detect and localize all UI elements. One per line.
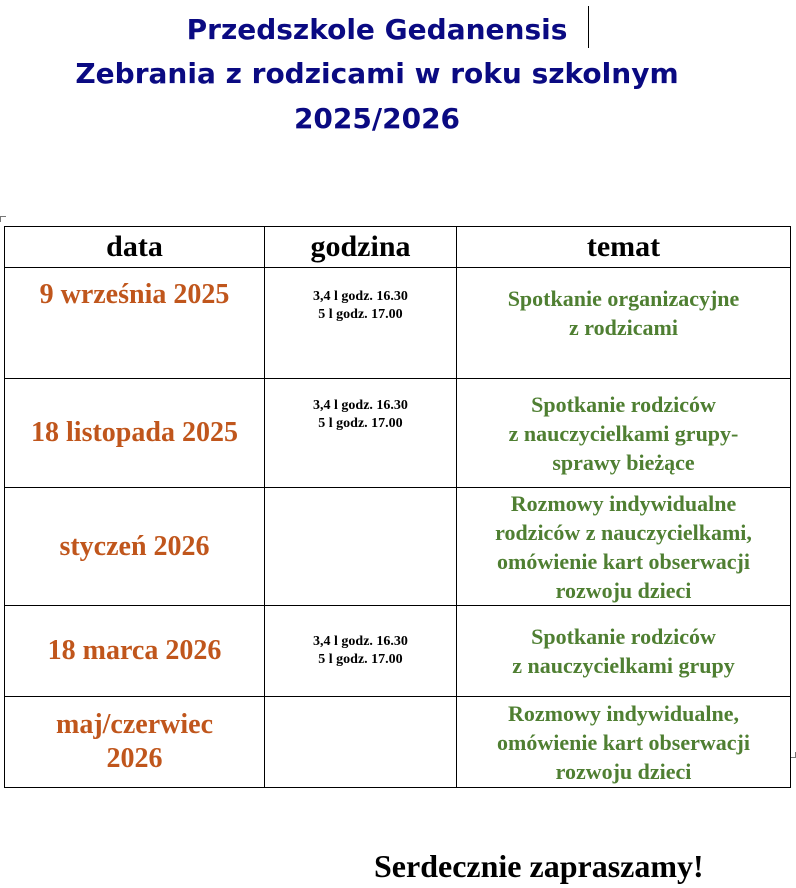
meeting-topic-line: Spotkanie organizacyjne <box>507 286 740 311</box>
meeting-time-line: 3,4 l godz. 16.30 <box>313 289 408 304</box>
meeting-topic-line: Spotkanie rodziców <box>531 391 716 417</box>
title-school-year: 2025/2026 <box>293 102 461 135</box>
meeting-topic-line: rodziców z nauczycielkami, <box>495 519 752 545</box>
meeting-topic <box>457 606 791 697</box>
meeting-time-line: 5 l godz. 17.00 <box>318 652 403 667</box>
meeting-time-line: 3,4 l godz. 16.30 <box>313 398 408 413</box>
table-corner-marker <box>0 216 6 222</box>
meeting-date-line: 18 listopada 2025 <box>31 417 238 448</box>
title-kindergarten-name: Przedszkole Gedanensis <box>186 13 568 46</box>
meeting-topic-line: z nauczycielkami grupy <box>512 653 735 678</box>
meeting-topic <box>457 488 791 606</box>
meeting-topic <box>457 697 791 788</box>
meeting-topic-line: omówienie kart obserwacji <box>497 729 750 755</box>
table-row <box>5 379 791 488</box>
meeting-date-line: styczeń 2026 <box>59 530 210 562</box>
meeting-topic-line: Spotkanie rodziców <box>531 624 716 649</box>
meeting-topic-line: Rozmowy indywidualne <box>510 490 737 516</box>
meeting-topic <box>457 379 791 488</box>
meeting-date-line: 18 marca 2026 <box>47 635 222 666</box>
table-row <box>5 268 791 379</box>
meeting-date <box>5 268 265 379</box>
column-header-time: godzina <box>265 227 457 268</box>
meeting-time-line: 5 l godz. 17.00 <box>318 416 403 431</box>
table-header-row <box>5 227 791 268</box>
table-row <box>5 606 791 697</box>
text-cursor <box>588 6 589 48</box>
meeting-time-line: 5 l godz. 17.00 <box>318 307 403 322</box>
meeting-date <box>5 606 265 697</box>
meeting-topic-line: omówienie kart obserwacji <box>497 548 750 574</box>
meeting-topic-line: sprawy bieżące <box>552 449 695 475</box>
column-header-date: data <box>5 227 265 268</box>
meeting-topic-line: z nauczycielkami grupy- <box>508 420 739 446</box>
table-row <box>5 697 791 788</box>
meetings-table <box>4 226 791 788</box>
meeting-date-line: 2026 <box>106 743 163 774</box>
meeting-topic-line: rozwoju dzieci <box>555 577 692 603</box>
meeting-time <box>265 606 457 697</box>
meeting-topic-line: Rozmowy indywidualne, <box>507 700 740 726</box>
title-meetings-heading: Zebrania z rodzicami w roku szkolnym <box>75 57 679 90</box>
table-row <box>5 488 791 606</box>
meeting-date-line: 9 września 2025 <box>39 279 230 310</box>
meeting-time <box>265 379 457 488</box>
closing-invitation: Serdecznie zapraszamy! <box>374 848 704 884</box>
column-header-topic: temat <box>457 227 791 268</box>
meeting-date <box>5 697 265 788</box>
meeting-time <box>265 268 457 379</box>
meeting-date <box>5 379 265 488</box>
meeting-time-line: 3,4 l godz. 16.30 <box>313 634 408 649</box>
meeting-topic-line: rozwoju dzieci <box>555 758 692 784</box>
meeting-date <box>5 488 265 606</box>
meeting-time <box>265 488 457 606</box>
meeting-time <box>265 697 457 788</box>
meeting-topic <box>457 268 791 379</box>
meeting-topic-line: z rodzicami <box>569 315 678 340</box>
meeting-date-line: maj/czerwiec <box>56 709 213 740</box>
